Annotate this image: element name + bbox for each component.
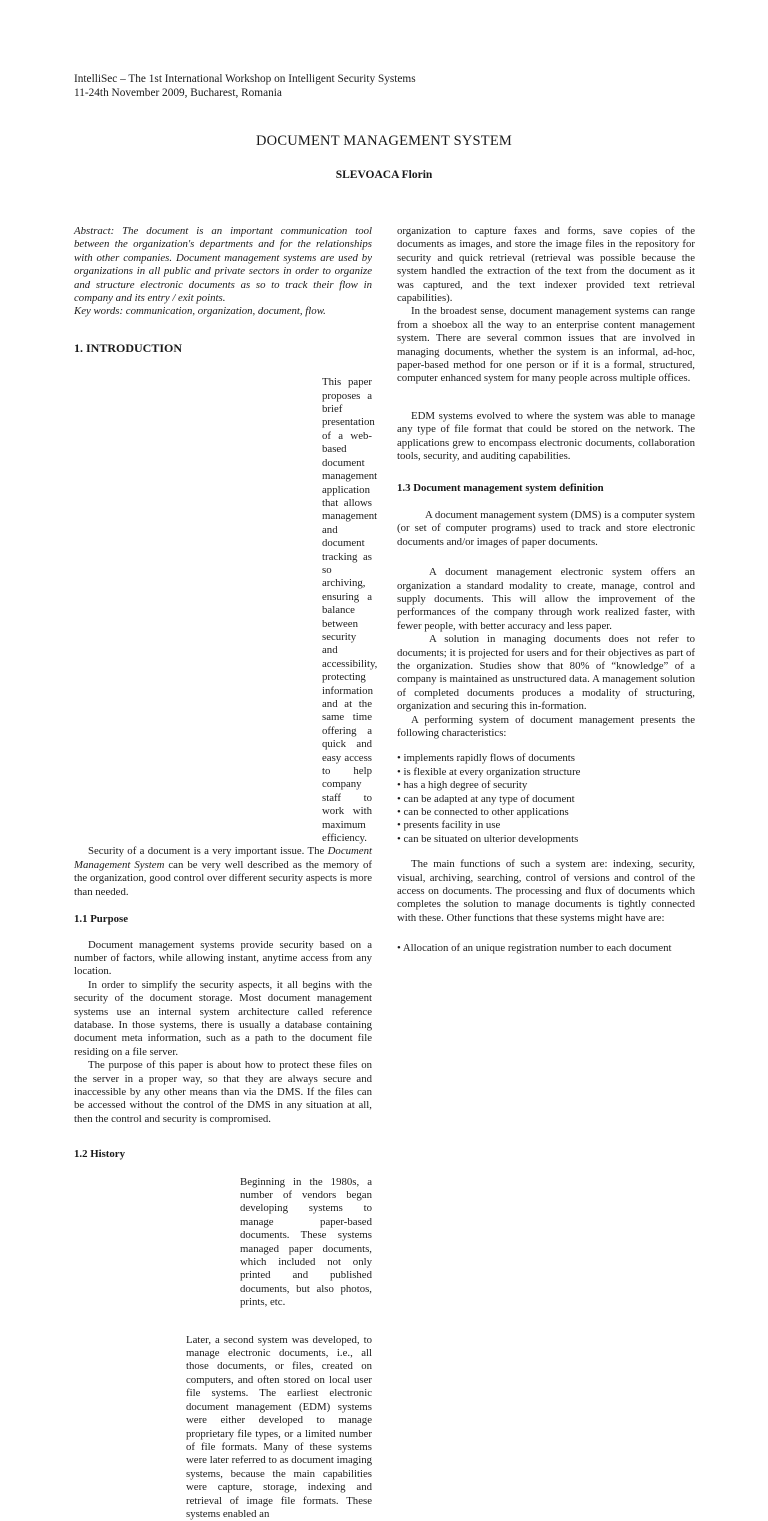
list-item: • can be connected to other applications bbox=[397, 806, 569, 819]
definition-paragraph-3: A solution in managing documents does not refer to documents; it is projected for users and for their objectives as part of the organization. Studies show that 80% of “knowledge” of a company is maintained as unstructured data. A management solution of completed documents produces a modality of structuring, organization and securing this in-formation. bbox=[397, 633, 695, 713]
purpose-paragraph-1: Document management systems provide security based on a number of factors, while allowing instant, anytime access from any location. bbox=[74, 938, 372, 978]
intro-paragraph-1: This paper proposes a brief presentation of a web-based document management application that allows management and document tracking as so archiving, ensuring a balance between security and accessibility, protecting information and at the same time offering a quick and easy access to help company staff to work with maximum efficiency. bbox=[322, 376, 378, 845]
right-column bbox=[397, 225, 695, 956]
characteristics-list bbox=[397, 752, 695, 846]
keywords: Key words: communication, organization, document, flow. bbox=[74, 305, 326, 318]
paper-title: DOCUMENT MANAGEMENT SYSTEM bbox=[255, 133, 512, 149]
definition-paragraph-4: A performing system of document management presents the following characteristics: bbox=[397, 713, 695, 739]
history-paragraph-1: Beginning in the 1980s, a number of vendors began developing systems to manage paper-based documents. These systems managed paper documents, which included not only printed and published documents, but also photos, prints, etc. bbox=[240, 1175, 372, 1309]
list-item: • can be situated on ulterior developments bbox=[397, 832, 579, 845]
section-heading-purpose: 1.1 Purpose bbox=[74, 913, 128, 926]
paper-author: SLEVOACA Florin bbox=[335, 169, 433, 181]
conference-name: IntelliSec – The 1st International Workshop on Intelligent Security Systems bbox=[74, 73, 416, 85]
definition-paragraph-2: A document management electronic system offers an organization a standard modality to create, manage, control and supply documents. This will allow the improvement of the performances of the company through work realized faster, with fewer people, with better accuracy and less paper. bbox=[397, 566, 695, 632]
history-paragraph-continued: organization to capture faxes and forms, save copies of the documents as images, and store the image files in the repository for security and quick retrieval (retrieval was possible because the system handled the extraction of the text from the document as it was captured, and the text indexer provided text retrieval capabilities). bbox=[397, 225, 695, 305]
last-bullet-item: • Allocation of an unique registration number to each document bbox=[397, 942, 672, 955]
intro-paragraph-2: Security of a document is a very important issue. The Document Management System can be very well described as the memory of the organization, good control over different security aspects is more than needed. bbox=[74, 845, 372, 898]
list-item: • is flexible at every organization structure bbox=[397, 765, 581, 778]
broad-sense-paragraph: In the broadest sense, document management systems can range from a shoebox all the way to an enterprise content management system. There are several common issues that are involved in managing documents, whether the system is an informal, ad-hoc, paper-based method for one person or if it is a formal, structured, computer enhanced system for many people across multiple offices. bbox=[397, 305, 695, 385]
definition-paragraph-1: A document management system (DMS) is a computer system (or set of computer programs) used to track and store electronic documents and/or images of paper documents. bbox=[397, 508, 695, 548]
left-column bbox=[74, 225, 378, 1521]
list-item: • has a high degree of security bbox=[397, 779, 528, 792]
conference-date-location: 11-24th November 2009, Bucharest, Romania bbox=[74, 87, 282, 99]
list-item: • implements rapidly flows of documents bbox=[397, 752, 576, 765]
purpose-paragraph-3: The purpose of this paper is about how to protect these files on the server in a proper way, so that they are always secure and inaccessible by any other means than via the DMS. If the files can be accessed without the control of the DMS in any situation at all, then the control and security is compromised. bbox=[74, 1059, 372, 1125]
abstract: Abstract: The document is an important communication tool between the organization's departments and for the relationships with other companies. Document management systems are used by organizations in all public and private sectors in order to organize and structure electronic documents as so to track their flow in company and its entry / exit points. bbox=[74, 225, 372, 305]
list-item: • can be adapted at any type of document bbox=[397, 792, 575, 805]
main-functions-paragraph: The main functions of such a system are: indexing, security, visual, archiving, searching, control of versions and control of the access on documents. The processing and flux of documents which completes the solution to manage documents is tightly connected with these. Other functions that these systems might have are: bbox=[397, 858, 695, 924]
list-item: • presents facility in use bbox=[397, 819, 501, 832]
section-heading-introduction: 1. INTRODUCTION bbox=[74, 340, 183, 355]
purpose-paragraph-2: In order to simplify the security aspects, it all begins with the security of the document storage. Most document management systems use an internal system architecture called reference database. In those systems, there is usually a database containing document meta information, such as a path to the document file residing on a file server. bbox=[74, 978, 372, 1058]
history-paragraph-2: Later, a second system was developed, to manage electronic documents, i.e., all those documents, or files, created on computers, and often stored on local user file systems. The earliest electronic document management (EDM) systems were either developed to manage proprietary file types, or a limited number of file formats. Many of these systems were later referred to as document imaging systems, because the main capabilities were capture, storage, indexing and retrieval of image file formats. These systems enabled an bbox=[186, 1333, 372, 1520]
section-heading-history: 1.2 History bbox=[74, 1148, 125, 1161]
section-heading-definition: 1.3 Document management system definition bbox=[397, 481, 604, 494]
edm-paragraph: EDM systems evolved to where the system was able to manage any type of file format that could be stored on the network. The applications grew to encompass electronic documents, collaboration tools, security, and auditing capabilities. bbox=[397, 409, 695, 463]
conference-header bbox=[74, 72, 416, 100]
